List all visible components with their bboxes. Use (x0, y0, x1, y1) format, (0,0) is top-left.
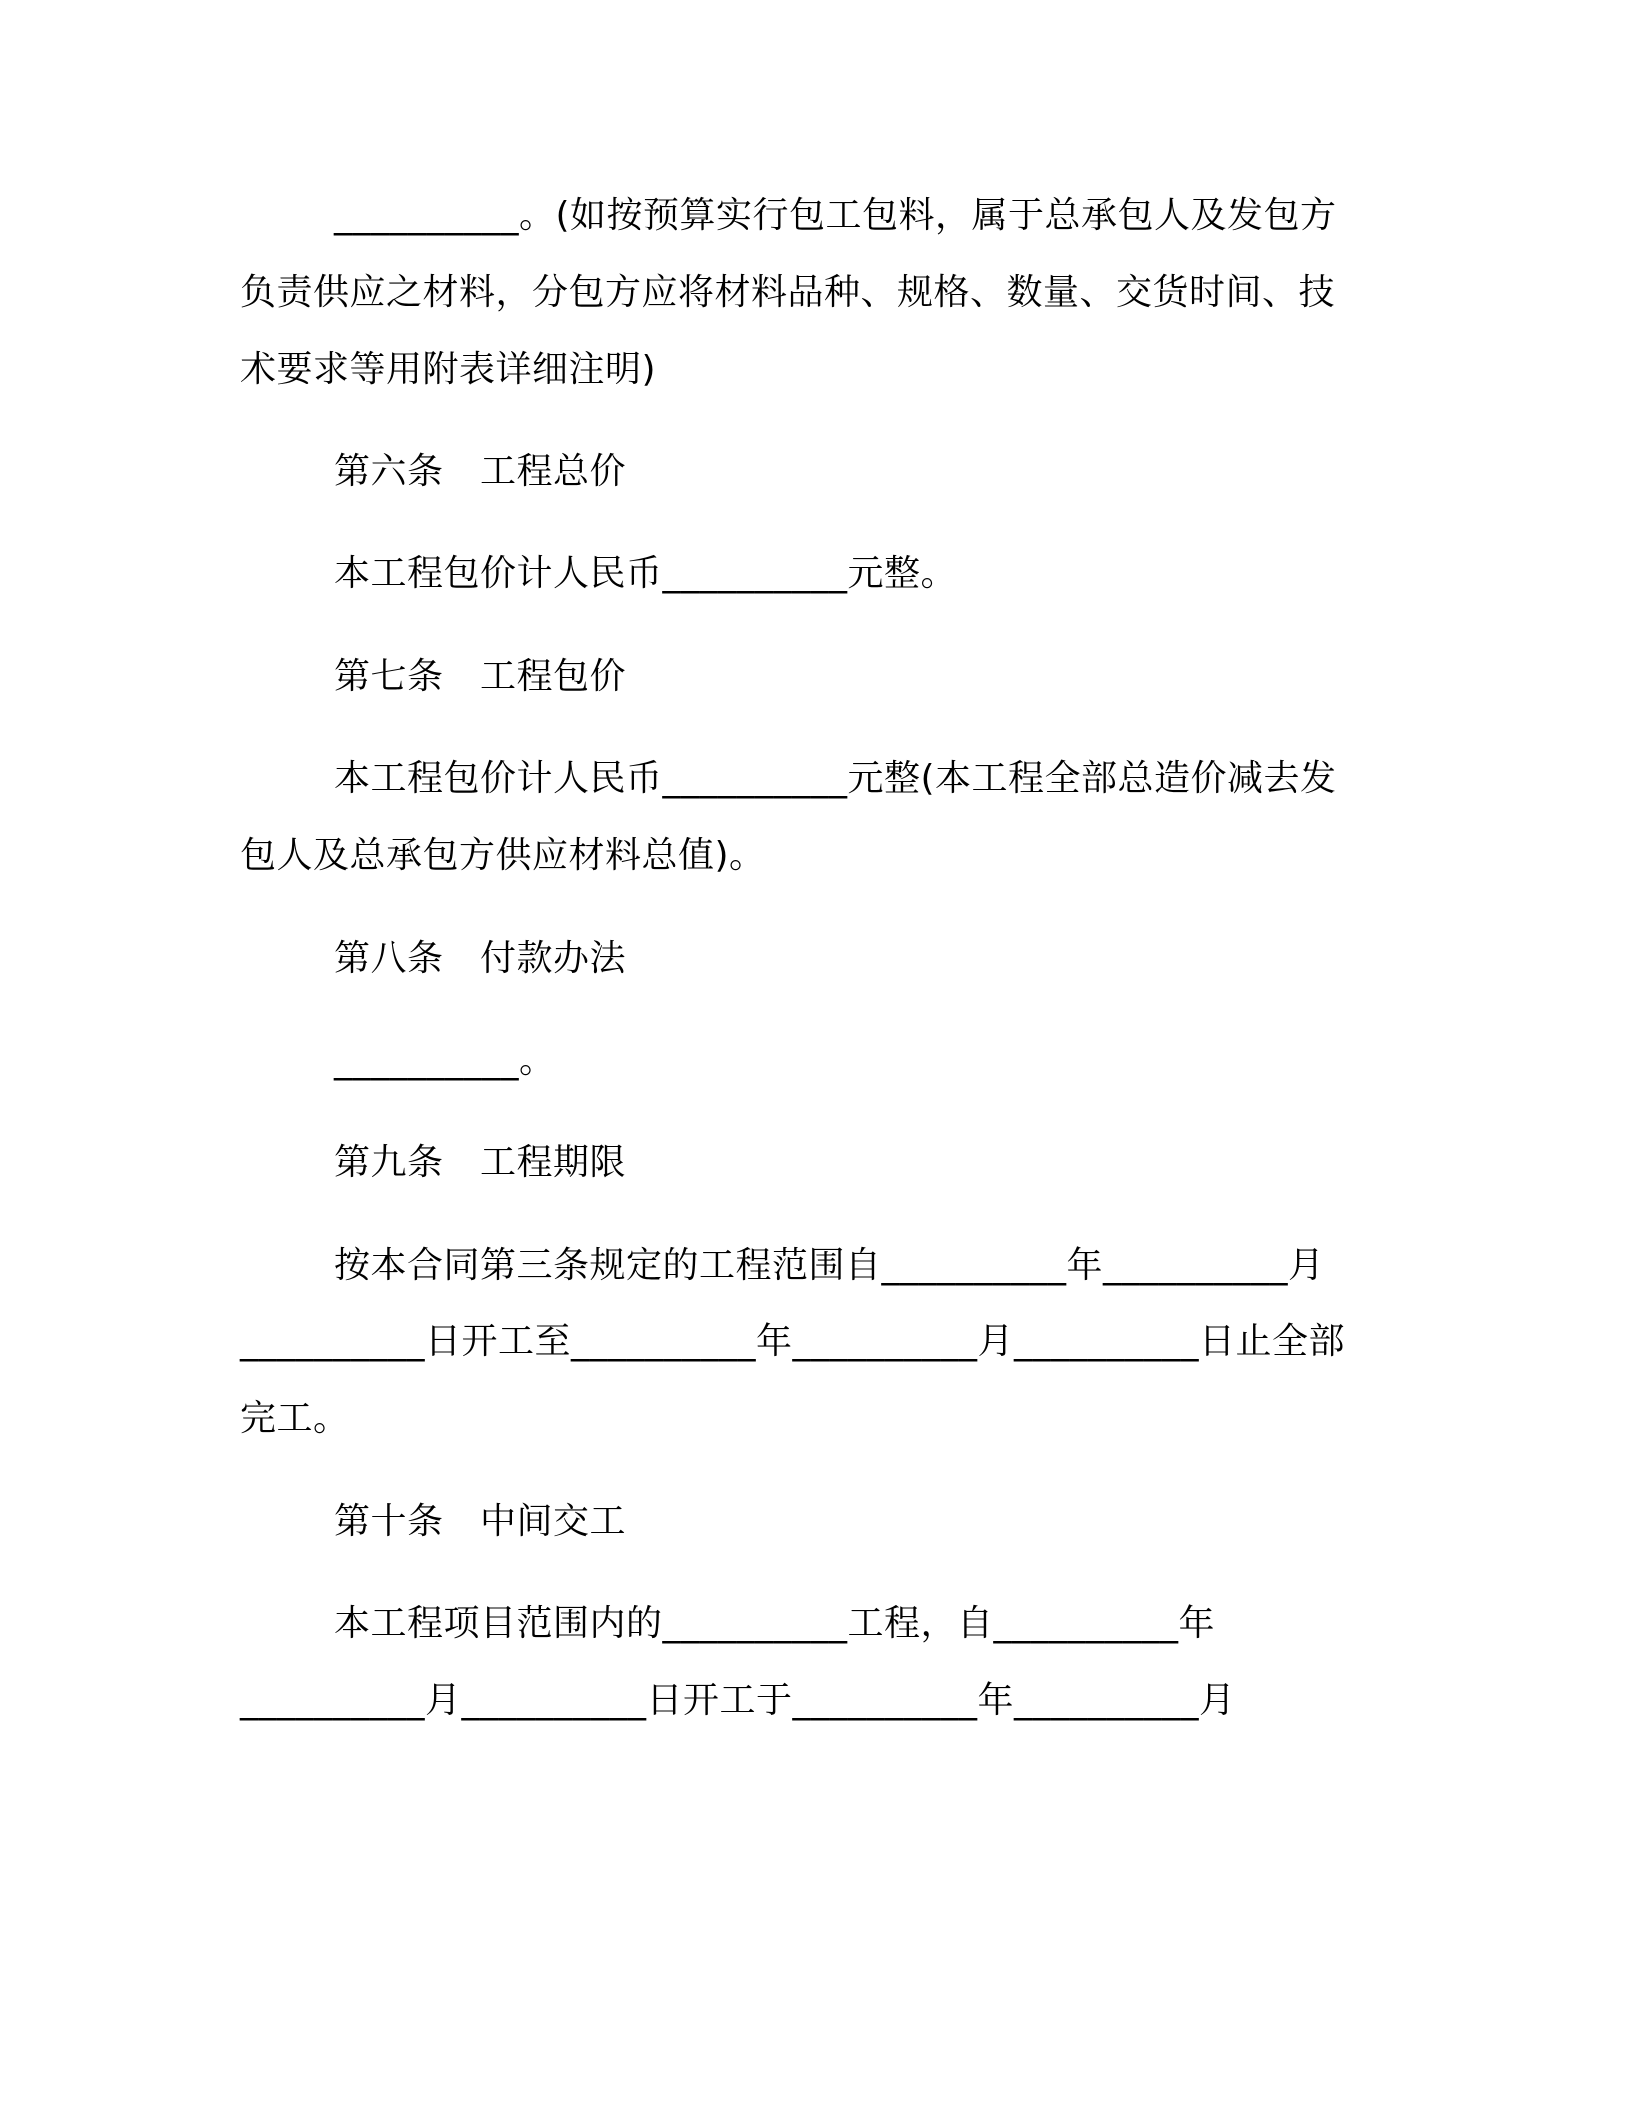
clause-7-text-line-2: 包人及总承包方供应材料总值)。 (240, 835, 766, 876)
clause-10-heading: 第十条 中间交工 (334, 1501, 627, 1542)
clause-7-text-line-1: 本工程包价计人民币__________元整(本工程全部总造价减去发 (334, 758, 1337, 799)
clause-6-text: 本工程包价计人民币__________元整。 (334, 553, 958, 594)
clause-9-heading: 第九条 工程期限 (334, 1142, 627, 1183)
clause-8-heading: 第八条 付款办法 (334, 938, 627, 979)
clause-10-text-line-1: 本工程项目范围内的__________工程，自__________年 (334, 1603, 1216, 1644)
clause-10-text-line-2: __________月__________日开工于__________年__________月 (240, 1680, 1236, 1721)
clause-9-text-line-1: 按本合同第三条规定的工程范围自__________年__________月 (334, 1245, 1325, 1286)
clause-8-text: __________。 (334, 1040, 556, 1081)
clause-5-text-line-3: 术要求等用附表详细注明) (240, 349, 657, 390)
clause-9-text-line-2: __________日开工至__________年__________月__________日止全部 (240, 1321, 1346, 1362)
clause-6-heading: 第六条 工程总价 (334, 451, 627, 492)
clause-5-text-line-1: __________。(如按预算实行包工包料，属于总承包人及发包方 (334, 195, 1337, 236)
clause-5-text-line-2: 负责供应之材料，分包方应将材料品种、规格、数量、交货时间、技 (240, 272, 1336, 313)
clause-7-heading: 第七条 工程包价 (334, 656, 627, 697)
clause-9-text-line-3: 完工。 (240, 1398, 350, 1439)
